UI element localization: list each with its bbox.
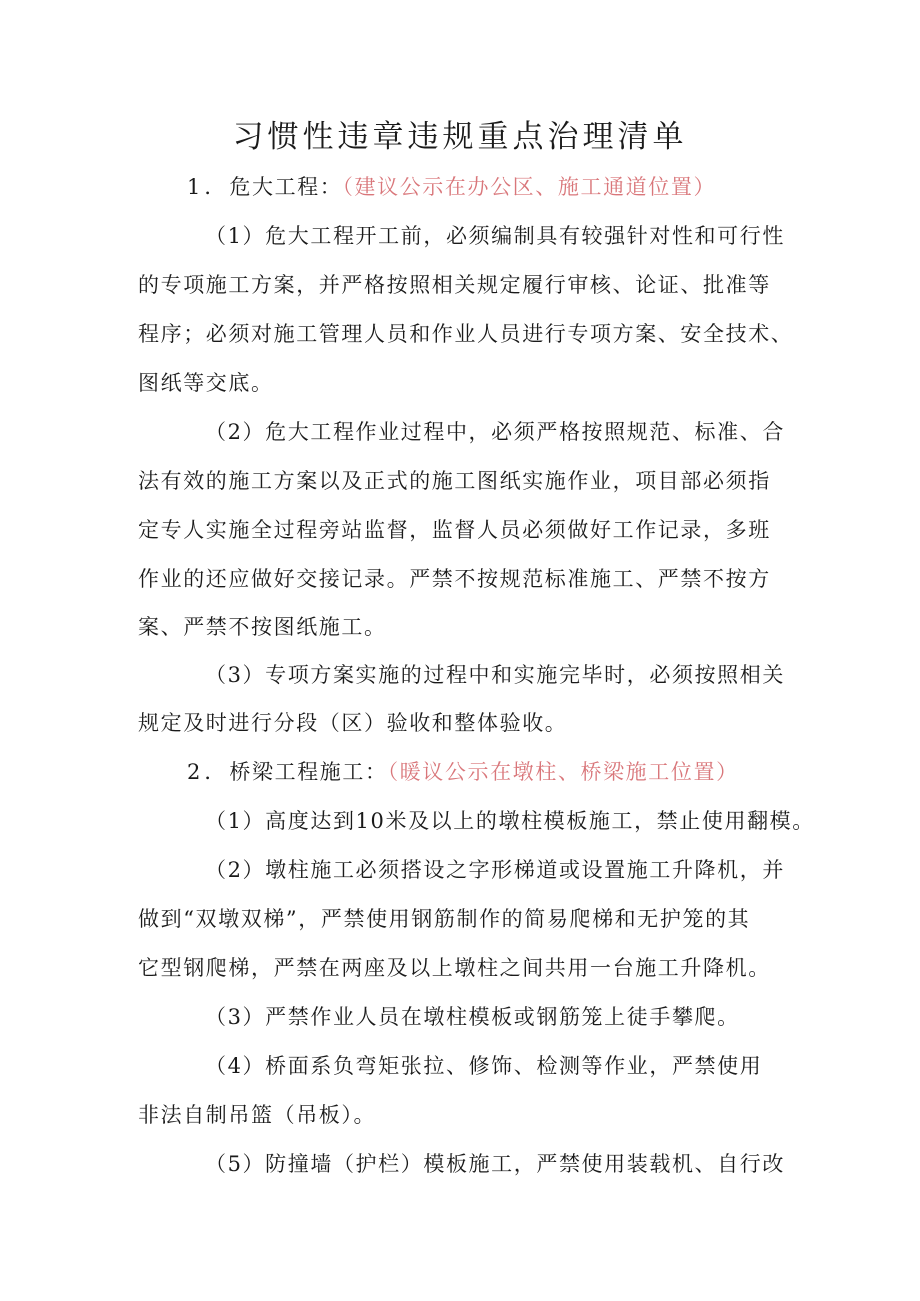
section-1-line: 定专人实施全过程旁站监督，监督人员必须做好工作记录，多班 [138, 518, 771, 542]
section-2-line: 做到“双墩双梯”，严禁使用钢筋制作的简易爬梯和无护笼的其 [138, 907, 751, 931]
section-1-line: （2）危大工程作业过程中，必须严格按照规范、标准、合 [205, 420, 785, 444]
section-1-line: 作业的还应做好交接记录。严禁不按规范标准施工、严禁不按方 [138, 567, 771, 591]
section-2-note: （暖议公示在墩柱、桥梁施工位置） [387, 760, 739, 784]
section-1-line: 程序；必须对施工管理人员和作业人员进行专项方案、安全技术、 [138, 322, 794, 346]
section-2-title: 桥梁工程施工： [229, 760, 388, 784]
section-1-line: （1）危大工程开工前，必须编制具有较强针对性和可行性 [205, 224, 785, 248]
section-1-line: 案、严禁不按图纸施工。 [138, 615, 387, 639]
section-1-note: （建议公示在办公区、施工通道位置） [342, 175, 717, 199]
section-2-line: （5）防撞墙（护栏）模板施工，严禁使用装载机、自行改 [205, 1152, 785, 1176]
section-2-line: （3）严禁作业人员在墩柱模板或钢筋笼上徒手攀爬。 [205, 1005, 740, 1029]
section-1-line: （3）专项方案实施的过程中和实施完毕时，必须按照相关 [205, 663, 785, 687]
section-1-heading [187, 172, 716, 202]
section-1-number: 1． [187, 175, 230, 199]
section-2-line: 非法自制吊篮（吊板）。 [138, 1103, 377, 1127]
section-1-line: 的专项施工方案，并严格按照相关规定履行审核、论证、批准等 [138, 273, 771, 297]
section-1-line: 图纸等交底。 [138, 371, 274, 395]
section-2-line: 它型钢爬梯，严禁在两座及以上墩柱之间共用一台施工升降机。 [138, 956, 771, 980]
section-1-title: 危大工程： [229, 175, 343, 199]
section-1-line: 规定及时进行分段（区）验收和整体验收。 [138, 711, 568, 735]
section-2-heading [187, 757, 739, 787]
section-2-line: （4）桥面系负弯矩张拉、修饰、检测等作业，严禁使用 [205, 1054, 763, 1078]
section-2-number: 2． [187, 760, 230, 784]
section-1-line: 法有效的施工方案以及正式的施工图纸实施作业，项目部必须指 [138, 469, 771, 493]
section-2-line: （2）墩柱施工必须搭设之字形梯道或设置施工升降机，并 [205, 858, 785, 882]
page-title: 习惯性违章违规重点治理清单 [232, 119, 688, 155]
section-2-line: （1）高度达到10米及以上的墩柱模板施工，禁止使用翻模。 [205, 809, 815, 833]
